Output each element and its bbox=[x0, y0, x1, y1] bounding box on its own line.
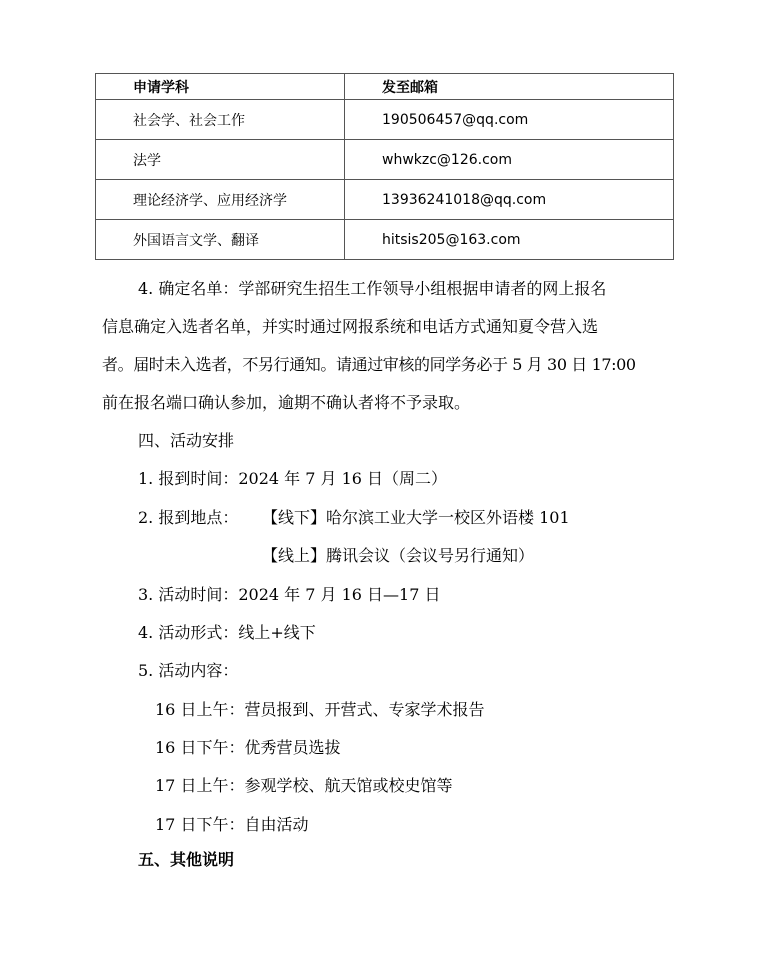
item-checkin-place-offline: 【线下】哈尔滨工业大学一校区外语楼 101 bbox=[262, 508, 570, 527]
email-cell: 13936241018@qq.com bbox=[345, 180, 674, 220]
item-activity-format: 4. 活动形式：线上+线下 bbox=[138, 623, 316, 642]
para-line: 4. 确定名单：学部研究生招生工作领导小组根据申请者的网上报名 bbox=[138, 279, 607, 298]
table-row bbox=[96, 180, 674, 220]
para-line: 信息确定入选者名单，并实时通过网报系统和电话方式通知夏令营入选 bbox=[102, 317, 599, 336]
email-cell: hitsis205@163.com bbox=[345, 220, 674, 260]
item-checkin-time: 1. 报到时间：2024 年 7 月 16 日（周二） bbox=[138, 469, 448, 488]
section-heading-activity: 四、活动安排 bbox=[138, 431, 235, 450]
subject-cell: 社会学、社会工作 bbox=[96, 100, 345, 140]
table-row bbox=[96, 140, 674, 180]
email-cell: 190506457@qq.com bbox=[345, 100, 674, 140]
item-activity-time: 3. 活动时间：2024 年 7 月 16 日—17 日 bbox=[138, 585, 441, 604]
email-cell: whwkzc@126.com bbox=[345, 140, 674, 180]
subject-cell: 理论经济学、应用经济学 bbox=[96, 180, 345, 220]
table-row bbox=[96, 220, 674, 260]
subject-email-table bbox=[95, 73, 674, 260]
table-row bbox=[96, 100, 674, 140]
header-subject: 申请学科 bbox=[96, 74, 345, 100]
table-header-row bbox=[96, 74, 674, 100]
section-heading-other: 五、其他说明 bbox=[138, 850, 235, 869]
item-checkin-place-label: 2. 报到地点： bbox=[138, 508, 239, 527]
item-activity-content: 5. 活动内容： bbox=[138, 661, 239, 680]
item-checkin-place-online: 【线上】腾讯会议（会议号另行通知） bbox=[262, 546, 535, 565]
schedule-item: 17 日下午：自由活动 bbox=[155, 815, 309, 834]
schedule-item: 16 日上午：营员报到、开营式、专家学术报告 bbox=[155, 700, 485, 719]
header-email: 发至邮箱 bbox=[345, 74, 674, 100]
para-line: 前在报名端口确认参加，逾期不确认者将不予录取。 bbox=[102, 393, 471, 412]
subject-cell: 法学 bbox=[96, 140, 345, 180]
schedule-item: 16 日下午：优秀营员选拔 bbox=[155, 738, 341, 757]
subject-cell: 外国语言文学、翻译 bbox=[96, 220, 345, 260]
schedule-item: 17 日上午：参观学校、航天馆或校史馆等 bbox=[155, 776, 453, 795]
para-line: 者。届时未入选者，不另行通知。请通过审核的同学务必于 5 月 30 日 17:00 bbox=[102, 355, 636, 374]
